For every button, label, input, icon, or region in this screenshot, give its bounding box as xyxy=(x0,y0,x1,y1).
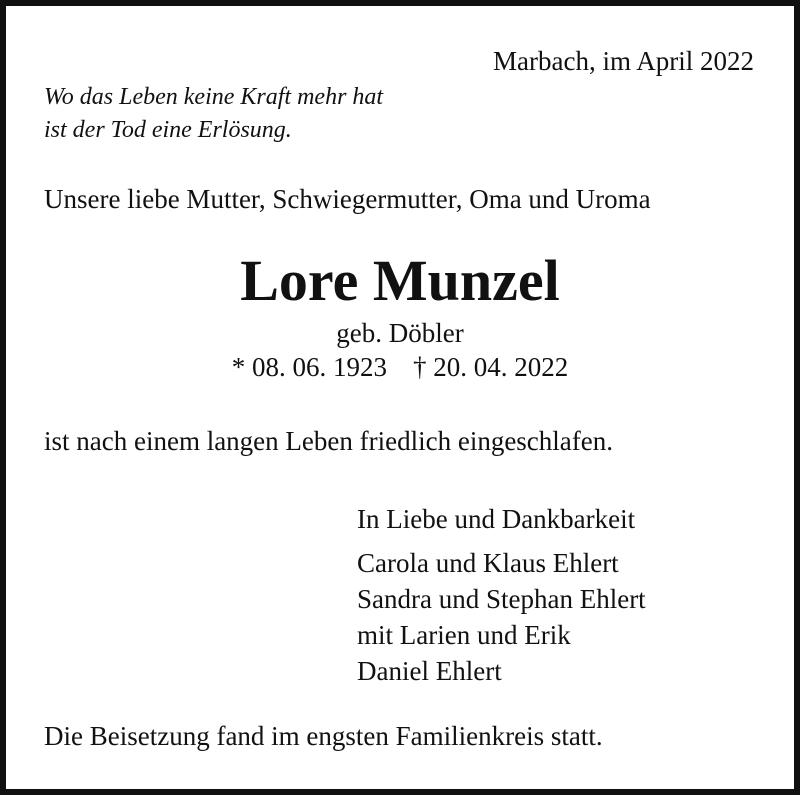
passed-text: ist nach einem langen Leben friedlich eingeschlafen. xyxy=(44,426,614,456)
intro-text: Unsere liebe Mutter, Schwiegermutter, Oma und Uroma xyxy=(44,184,651,214)
mourner-line: Daniel Ehlert xyxy=(357,656,502,686)
life-dates xyxy=(0,354,800,381)
burial-text: Die Beisetzung fand im engsten Familienkreis statt. xyxy=(44,721,603,751)
motto-line-2: ist der Tod eine Erlösung. xyxy=(44,117,292,143)
deceased-name: Lore Munzel xyxy=(240,248,560,313)
birth-date: * 08. 06. 1923 xyxy=(231,352,387,382)
mourner-line: Carola und Klaus Ehlert xyxy=(357,548,619,578)
motto-line-1: Wo das Leben keine Kraft mehr hat xyxy=(44,84,384,110)
place-date: Marbach, im April 2022 xyxy=(493,46,754,76)
maiden-name: geb. Döbler xyxy=(336,318,464,348)
mourner-line: Sandra und Stephan Ehlert xyxy=(357,584,646,614)
mourner-line: mit Larien und Erik xyxy=(357,620,571,650)
signoff-text: In Liebe und Dankbarkeit xyxy=(357,504,636,534)
death-date: † 20. 04. 2022 xyxy=(413,352,569,382)
